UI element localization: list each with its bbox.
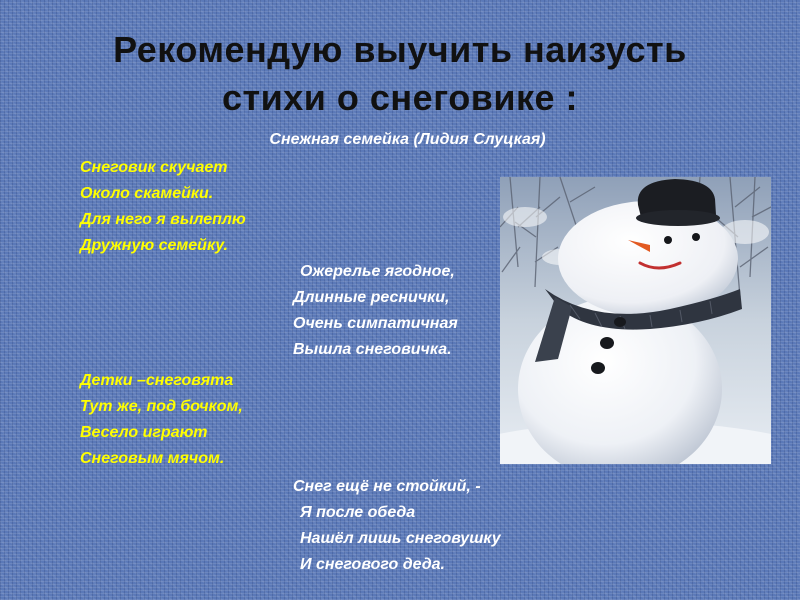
poem-line: Для него я вылеплю [80,211,246,228]
stanza-3 [80,368,243,472]
stanza-2 [293,259,458,363]
poem-subtitle: Снежная семейка (Лидия Слуцкая) [269,131,546,148]
poem-line: Весело играют [80,424,208,441]
slide-title [0,26,800,122]
poem-line: Снеговик скучает [80,159,228,176]
poem-line: Очень симпатичная [293,315,458,332]
snowman-photo [500,177,771,464]
poem-line: Вышла снеговичка. [293,341,452,358]
snowman-illustration [500,177,771,464]
poem-line: Нашёл лишь снеговушку [300,530,501,547]
stanza-1 [80,155,246,259]
poem-line: И снегового деда. [300,556,445,573]
poem-line: Тут же, под бочком, [80,398,243,415]
poem-line: Детки –снеговята [80,372,234,389]
poem-line: Я после обеда [300,504,416,521]
poem-line: Ожерелье ягодное, [300,263,455,280]
title-line-2: стихи о снеговике : [221,77,579,118]
poem-line: Снеговым мячом. [80,450,225,467]
poem-line: Дружную семейку. [80,237,228,254]
stanza-4 [293,474,501,578]
poem-line: Длинные реснички, [293,289,450,306]
poem-line: Снег ещё не стойкий, - [293,478,481,495]
poem-line: Около скамейки. [80,185,214,202]
title-line-1: Рекомендую выучить наизусть [113,29,687,70]
